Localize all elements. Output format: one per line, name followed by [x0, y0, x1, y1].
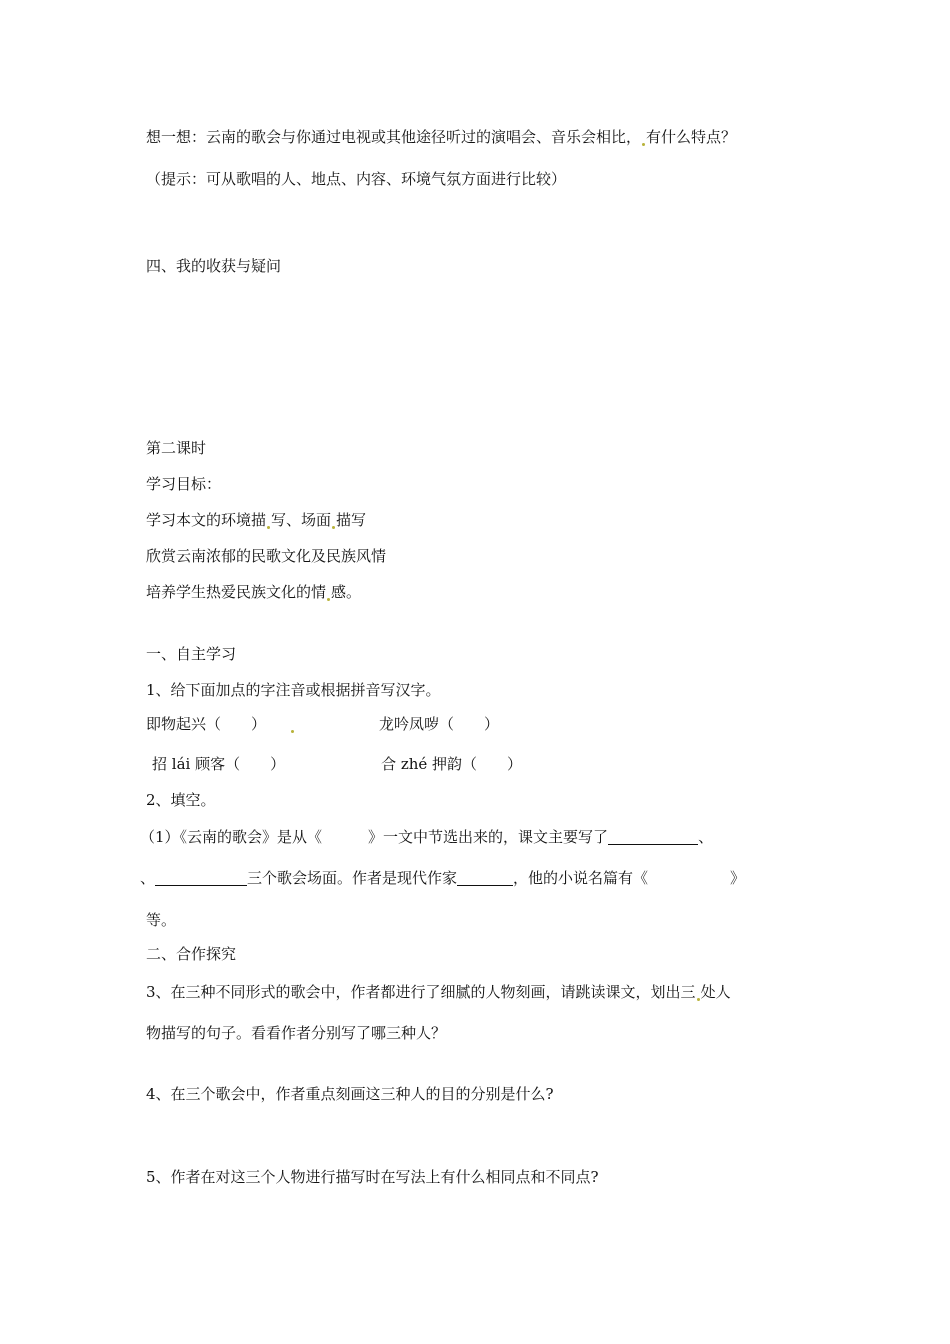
mark-dot: [267, 526, 270, 529]
goal-1: 学习本文的环境描 写、场面 描写: [146, 511, 367, 529]
intro-hint: （提示：可从歌唱的人、地点、内容、环境气氛方面进行比较）: [146, 170, 567, 188]
lesson2-title: 第二课时: [146, 439, 207, 457]
answer-blank[interactable]: [155, 869, 247, 886]
question-2: 2、填空。: [146, 791, 216, 809]
part1-title: 一、自主学习: [146, 645, 237, 663]
question-4: 4、在三个歌会中，作者重点刻画这三种人的目的分别是什么?: [146, 1085, 554, 1103]
answer-blank[interactable]: [457, 869, 513, 886]
part2-title: 二、合作探究: [146, 945, 237, 963]
fill-line-2: 、 三个歌会场面。作者是现代作家 ，他的小说名篇有《 》: [140, 869, 746, 887]
section-4-title: 四、我的收获与疑问: [146, 257, 282, 275]
goal-3: 培养学生热爱民族文化的情 感。: [146, 583, 362, 601]
fill-end: 等。: [146, 911, 177, 929]
pinyin-row-1: 即物起兴（ ） 龙吟凤哕（ ）: [146, 715, 500, 733]
mark-dot: [697, 998, 700, 1001]
question-3-cont: 物描写的句子。看看作者分别写了哪三种人？: [146, 1024, 447, 1042]
fill-line-1: （1）《云南的歌会》是从《 》一文中节选出来的，课文主要写了 、: [140, 828, 714, 846]
goals-label: 学习目标：: [146, 475, 222, 493]
goal-2: 欣赏云南浓郁的民歌文化及民族风情: [146, 547, 387, 565]
question-5: 5、作者在对这三个人物进行描写时在写法上有什么相同点和不同点?: [146, 1168, 599, 1186]
mark-dot: [332, 526, 335, 529]
mark-dot: [642, 143, 645, 146]
mark-dot: [327, 598, 330, 601]
pinyin-row-2: 招 lái 顾客（ ） 合 zhé 押韵（ ）: [152, 755, 523, 773]
question-3: 3、在三种不同形式的歌会中，作者都进行了细腻的人物刻画，请跳读课文，划出三 处人: [146, 983, 731, 1001]
intro-question: 想一想：云南的歌会与你通过电视或其他途径听过的演唱会、音乐会相比， 有什么特点？: [146, 128, 737, 146]
mark-dot: [291, 730, 294, 733]
answer-blank[interactable]: [608, 828, 698, 845]
question-1: 1、给下面加点的字注音或根据拼音写汉字。: [146, 681, 441, 699]
